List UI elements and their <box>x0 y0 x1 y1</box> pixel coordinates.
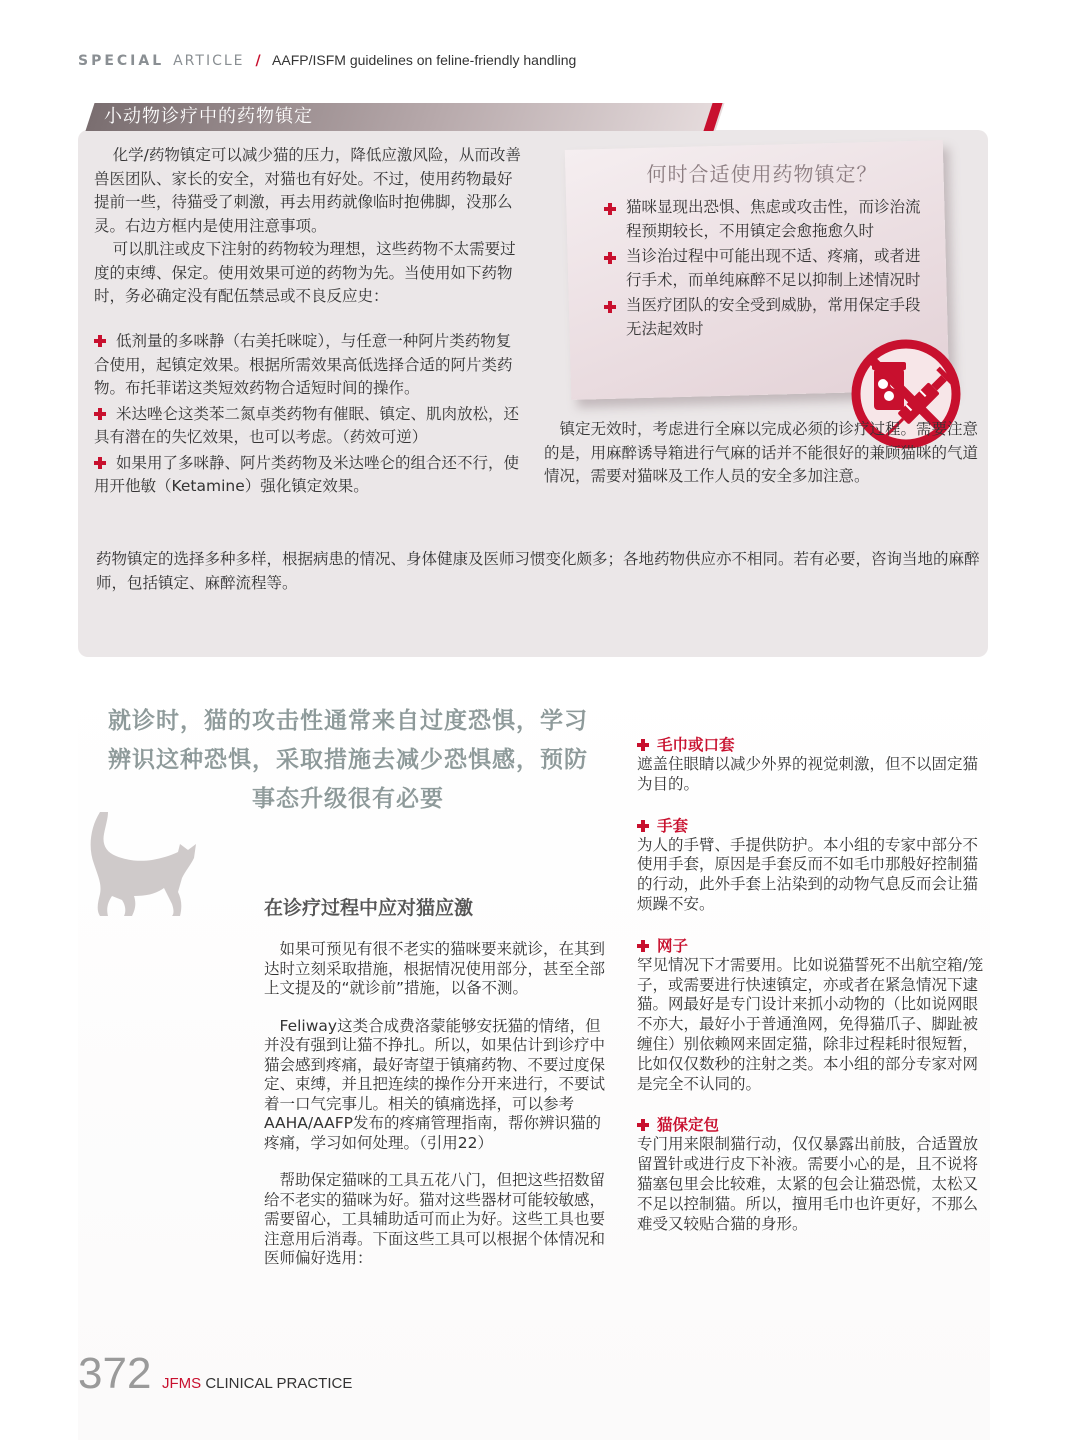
red-cross-bullet-icon <box>637 1119 649 1131</box>
tools-list <box>637 735 987 1255</box>
drug-list-item <box>94 452 526 499</box>
running-head-slash: / <box>255 53 262 69</box>
when-to-use-title: 何时合适使用药物镇定？ <box>646 162 878 186</box>
box-footer-note: 药物镇定的选择多种多样，根据病患的情况、身体健康及医师习惯变化颇多；各地药物供应亦不相同。若有必要，咨询当地的麻醉师，包括镇定、麻醉流程等。 <box>96 550 980 592</box>
tool-title: 网子 <box>657 936 689 955</box>
drug-list-item <box>94 330 526 401</box>
drug-list-text: 米达唑仑这类苯二氮卓类药物有催眠、镇定、肌肉放松，还具有潜在的失忆效果，也可以考虑。（药效可逆） <box>94 404 520 446</box>
tool-item <box>637 816 987 915</box>
box-intro <box>94 144 526 309</box>
tool-item <box>637 735 987 795</box>
when-to-use-text: 当诊治过程中可能出现不适、疼痛，或者进行手术，而单纯麻醉不足以抑制上述情况时 <box>626 247 921 289</box>
red-cross-bullet-icon <box>94 457 106 469</box>
drug-list-text: 如果用了多咪静、阿片类药物及米达唑仑的组合还不行，使用开他敏（Ketamine）强化镇定效果。 <box>94 453 520 495</box>
when-to-use-item <box>602 196 932 243</box>
cat-silhouette-icon <box>82 808 200 922</box>
tool-description: 专门用来限制猫行动，仅仅暴露出前肢，合适置放留置针或进行皮下补液。需要小心的是，且不说将猫塞包里会比较难，太紧的包会让猫恐慌，太松又不足以控制猫。所以，擅用毛巾也许更好，不那么难受又较贴合猫的身形。 <box>637 1135 979 1233</box>
red-cross-bullet-icon <box>604 252 616 264</box>
section-body <box>264 940 610 1287</box>
tool-item <box>637 1115 987 1234</box>
tool-description: 罕见情况下才需要用。比如说猫誓死不出航空箱/笼子，或需要进行快速镇定，亦或者在紧急情况下逮猫。网最好是专门设计来抓小动物的（比如说网眼不亦大，最好小于普通渔网，免得猫爪子、脚趾被缠住）别依赖网来固定猫，除非过程耗时很短暂，比如仅仅数秒的注射之类。本小组的部分专家对网是完全不认同的。 <box>637 955 984 1093</box>
drug-list <box>94 330 526 501</box>
red-cross-bullet-icon <box>94 408 106 420</box>
tool-title: 猫保定包 <box>657 1116 720 1135</box>
running-head <box>78 52 576 69</box>
red-cross-bullet-icon <box>604 203 616 215</box>
drug-list-item <box>94 403 526 450</box>
tool-title: 毛巾或口套 <box>657 736 735 754</box>
anesthesia-note: 镇定无效时，考虑进行全麻以完成必须的诊疗过程。需要注意的是，用麻醉诱导箱进行气麻的话并不能很好的兼顾猫咪的气道情况，需要对猫咪及工作人员的安全多加注意。 <box>544 420 979 485</box>
when-to-use-text: 当医疗团队的安全受到威胁，常用保定手段无法起效时 <box>626 296 921 338</box>
journal-subtitle: CLINICAL PRACTICE <box>205 1375 353 1392</box>
running-head-title: AAFP/ISFM guidelines on feline-friendly handling <box>272 52 577 68</box>
section-paragraph: 如果可预见有很不老实的猫咪要来就诊，在其到达时立刻采取措施，根据情况使用部分，甚至全部上文提及的“就诊前”措施，以备不测。 <box>264 940 606 997</box>
red-cross-bullet-icon <box>604 301 616 313</box>
section-paragraph: Feliway这类合成费洛蒙能够安抚猫的情绪，但并没有强到让猫不挣扎。所以，如果估计到诊疗中猫会感到疼痛，最好寄望于镇痛药物、不要过度保定、束缚，并且把连续的操作分开来进行，不要试着一口气完事儿。相关的镇痛选择，可以参考AAHA/AAFP发布的疼痛管理指南，帮你辨识猫的疼痛，学习如何处理。（引用22） <box>264 1016 606 1152</box>
pull-quote: 就诊时，猫的攻击性通常来自过度恐惧，学习辨识这种恐惧，采取措施去减少恐惧感，预防事态升级很有必要 <box>108 708 588 812</box>
when-to-use-item <box>602 294 932 341</box>
running-head-article: ARTICLE <box>173 53 245 69</box>
section-paragraph: 帮助保定猫咪的工具五花八门，但把这些招数留给不老实的猫咪为好。猫对这些器材可能较敏感，需要留心，工具辅助适可而止为好。这些工具也要注意用后消毒。下面这些工具可以根据个体情况和医师偏好选用： <box>264 1171 606 1267</box>
red-cross-bullet-icon <box>637 940 649 952</box>
tool-description: 遮盖住眼睛以减少外界的视觉刺激，但不以固定猫为目的。 <box>637 755 979 793</box>
red-cross-bullet-icon <box>637 820 649 832</box>
journal-acronym: JFMS <box>162 1375 202 1392</box>
running-head-special: SPECIAL <box>78 53 165 69</box>
tool-description: 为人的手臂、手提供防护。本小组的专家中部分不使用手套，原因是手套反而不如毛巾那般好控制猫的行动，此外手套上沾染到的动物气息反而会让猫烦躁不安。 <box>637 835 979 913</box>
tool-item <box>637 936 987 1095</box>
journal-name <box>162 1375 352 1392</box>
when-to-use-item <box>602 245 932 292</box>
tool-title: 手套 <box>657 816 689 835</box>
when-to-use-list <box>602 196 932 343</box>
box-intro-paragraph-2: 可以肌注或皮下注射的药物较为理想，这些药物不太需要过度的束缚、保定。使用效果可逆的药物为先。当使用如下药物时，务必确定没有配伍禁忌或不良反应史： <box>94 240 516 305</box>
red-cross-bullet-icon <box>637 739 649 751</box>
page-number: 372 <box>78 1349 152 1398</box>
box-intro-paragraph-1: 化学/药物镇定可以减少猫的压力，降低应激风险，从而改善兽医团队、家长的安全，对猫也有好处。不过，使用药物最好提前一些，待猫受了刺激，再去用药就像临时抱佛脚，没那么灵。右边方框内是使用注意事项。 <box>94 146 521 235</box>
red-cross-bullet-icon <box>94 335 106 347</box>
box-title: 小动物诊疗中的药物镇定 <box>104 106 313 127</box>
drug-list-text: 低剂量的多咪静（右美托咪啶），与任意一种阿片类药物复合使用，起镇定效果。根据所需效果高低选择合适的阿片类药物。布托菲诺这类短效药物合适短时间的操作。 <box>94 332 513 397</box>
when-to-use-text: 猫咪显现出恐惧、焦虑或攻击性，而诊治流程预期较长，不用镇定会愈拖愈久时 <box>626 198 921 240</box>
section-heading: 在诊疗过程中应对猫应激 <box>264 897 474 919</box>
